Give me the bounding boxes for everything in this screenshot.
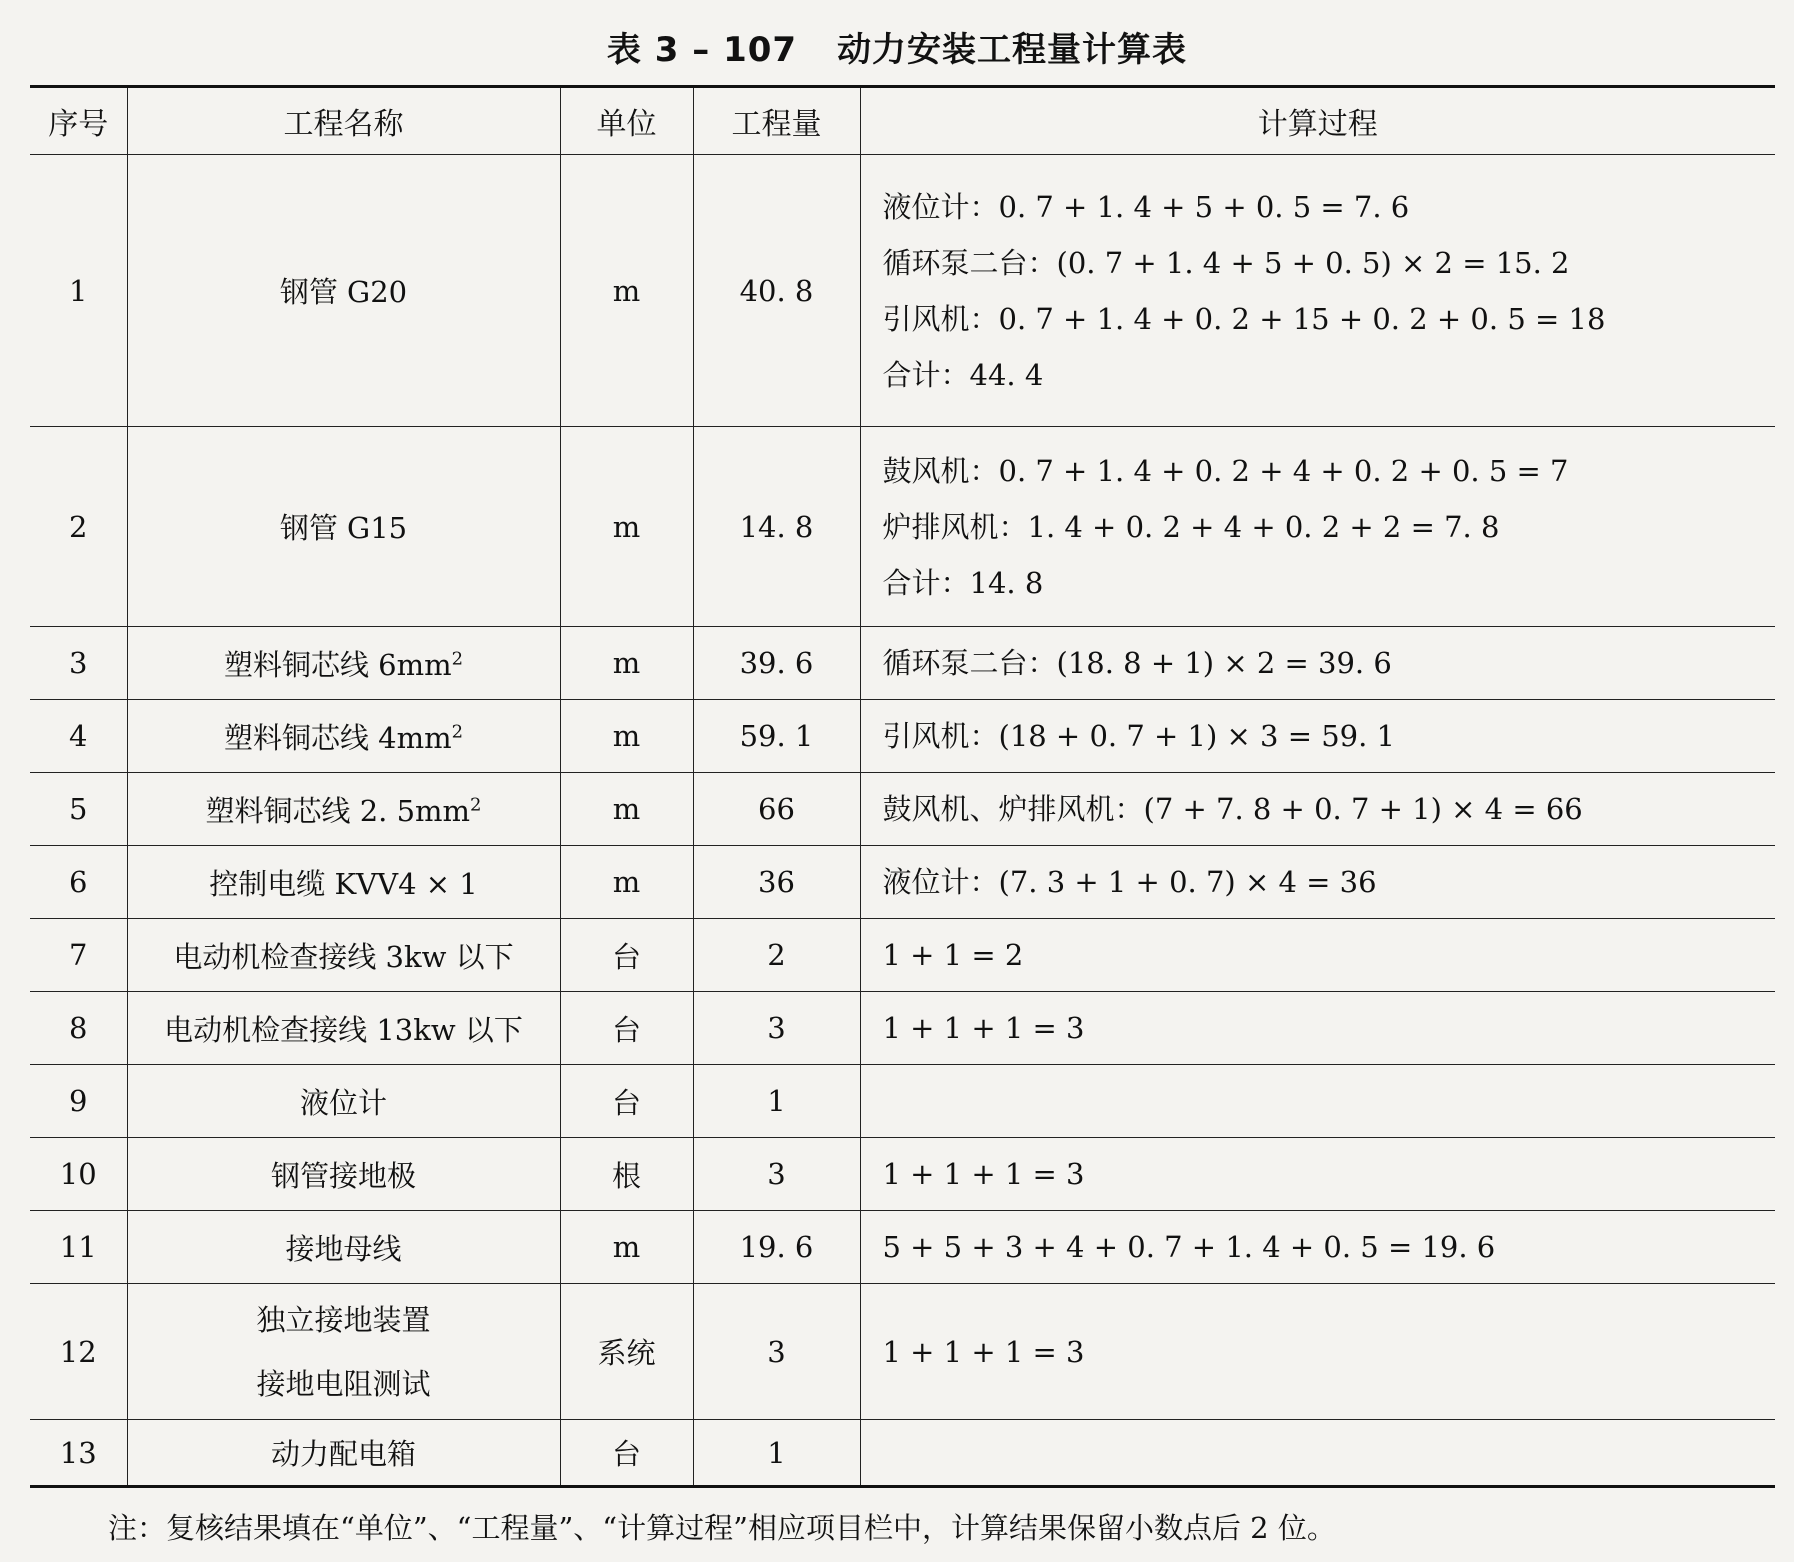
superscript: 2 <box>451 647 464 669</box>
cell-name: 接地母线 <box>127 1211 560 1284</box>
cell-name: 控制电缆 KVV4 × 1 <box>127 846 560 919</box>
cell-index: 8 <box>30 992 127 1065</box>
cell-unit: 台 <box>560 919 693 992</box>
cell-index: 6 <box>30 846 127 919</box>
cell-quantity: 39. 6 <box>693 627 860 700</box>
calc-line: 1 + 1 + 1 = 3 <box>882 1334 1085 1369</box>
cell-name: 电动机检查接线 13kw 以下 <box>127 992 560 1065</box>
cell-unit: m <box>560 627 693 700</box>
cell-unit: m <box>560 427 693 627</box>
cell-index: 10 <box>30 1138 127 1211</box>
cell-quantity: 40. 8 <box>693 155 860 427</box>
cell-calculation <box>860 627 1775 700</box>
name-text: 塑料铜芯线 6mm <box>223 647 452 682</box>
calc-line: 合计：44. 4 <box>882 357 1044 392</box>
calc-line: 5 + 5 + 3 + 4 + 0. 7 + 1. 4 + 0. 5 = 19. 6 <box>882 1230 1496 1264</box>
cell-unit: m <box>560 1211 693 1284</box>
table-row <box>30 627 1775 700</box>
cell-quantity: 59. 1 <box>693 700 860 773</box>
table-row <box>30 919 1775 992</box>
cell-unit: m <box>560 155 693 427</box>
header-unit: 单位 <box>560 87 693 155</box>
cell-index: 12 <box>30 1284 127 1420</box>
calc-line: 炉排风机：1. 4 + 0. 2 + 4 + 0. 2 + 2 = 7. 8 <box>882 509 1500 544</box>
cell-calculation <box>860 1211 1775 1284</box>
calc-line: 引风机：0. 7 + 1. 4 + 0. 2 + 15 + 0. 2 + 0. 5 = 18 <box>882 301 1606 336</box>
calc-line: 液位计：(7. 3 + 1 + 0. 7) × 4 = 36 <box>882 865 1377 899</box>
cell-name: 动力配电箱 <box>127 1420 560 1487</box>
cell-name: 液位计 <box>127 1065 560 1138</box>
calc-line: 液位计：0. 7 + 1. 4 + 5 + 0. 5 = 7. 6 <box>882 189 1410 224</box>
cell-quantity: 1 <box>693 1420 860 1487</box>
cell-calculation <box>860 1420 1775 1487</box>
table-row <box>30 1420 1775 1487</box>
name-text: 塑料铜芯线 4mm <box>223 720 452 755</box>
cell-name: 电动机检查接线 3kw 以下 <box>127 919 560 992</box>
cell-quantity: 3 <box>693 992 860 1065</box>
cell-index: 11 <box>30 1211 127 1284</box>
cell-index: 4 <box>30 700 127 773</box>
cell-quantity: 19. 6 <box>693 1211 860 1284</box>
table-row <box>30 1211 1775 1284</box>
cell-quantity: 14. 8 <box>693 427 860 627</box>
name-line: 独立接地装置 <box>256 1302 431 1337</box>
table-row <box>30 846 1775 919</box>
cell-unit: 台 <box>560 992 693 1065</box>
table-row <box>30 1138 1775 1211</box>
cell-quantity: 3 <box>693 1138 860 1211</box>
calc-line: 循环泵二台：(0. 7 + 1. 4 + 5 + 0. 5) × 2 = 15. 2 <box>882 245 1570 280</box>
cell-unit: 台 <box>560 1420 693 1487</box>
table-number: 表 3 – 107 <box>606 30 798 70</box>
cell-name: 钢管 G20 <box>127 155 560 427</box>
calc-line: 1 + 1 = 2 <box>882 938 1024 972</box>
cell-unit: 根 <box>560 1138 693 1211</box>
cell-calculation <box>860 1065 1775 1138</box>
cell-quantity: 66 <box>693 773 860 846</box>
cell-unit: 台 <box>560 1065 693 1138</box>
header-quantity: 工程量 <box>693 87 860 155</box>
cell-index: 9 <box>30 1065 127 1138</box>
table-row <box>30 1065 1775 1138</box>
header-calculation: 计算过程 <box>860 87 1775 155</box>
cell-calculation <box>860 700 1775 773</box>
name-text: 塑料铜芯线 2. 5mm <box>205 793 471 828</box>
table-container <box>30 85 1775 1488</box>
table-row <box>30 773 1775 846</box>
header-index: 序号 <box>30 87 127 155</box>
cell-calculation <box>860 155 1775 427</box>
cell-calculation <box>860 427 1775 627</box>
table-row <box>30 427 1775 627</box>
cell-index: 1 <box>30 155 127 427</box>
cell-quantity: 36 <box>693 846 860 919</box>
cell-unit: m <box>560 846 693 919</box>
cell-index: 3 <box>30 627 127 700</box>
cell-unit: 系统 <box>560 1284 693 1420</box>
calc-line: 鼓风机：0. 7 + 1. 4 + 0. 2 + 4 + 0. 2 + 0. 5 = 7 <box>882 453 1569 488</box>
cell-quantity: 3 <box>693 1284 860 1420</box>
calc-line: 循环泵二台：(18. 8 + 1) × 2 = 39. 6 <box>882 646 1392 680</box>
cell-name: 钢管接地极 <box>127 1138 560 1211</box>
table-caption <box>0 22 1794 71</box>
table-title: 动力安装工程量计算表 <box>837 30 1188 70</box>
cell-index: 5 <box>30 773 127 846</box>
cell-unit: m <box>560 773 693 846</box>
cell-calculation <box>860 773 1775 846</box>
cell-index: 2 <box>30 427 127 627</box>
cell-unit: m <box>560 700 693 773</box>
table-header-row <box>30 87 1775 155</box>
cell-name: 钢管 G15 <box>127 427 560 627</box>
calc-line: 合计：14. 8 <box>882 565 1044 600</box>
name-line: 接地电阻测试 <box>256 1366 431 1401</box>
calc-line: 1 + 1 + 1 = 3 <box>882 1011 1085 1045</box>
cell-name <box>127 1284 560 1420</box>
cell-calculation <box>860 846 1775 919</box>
cell-index: 13 <box>30 1420 127 1487</box>
calc-line: 1 + 1 + 1 = 3 <box>882 1157 1085 1191</box>
cell-calculation <box>860 992 1775 1065</box>
cell-calculation <box>860 1138 1775 1211</box>
calculation-table <box>30 85 1775 1488</box>
cell-name <box>127 773 560 846</box>
superscript: 2 <box>470 793 482 815</box>
cell-name <box>127 700 560 773</box>
table-row <box>30 992 1775 1065</box>
table-note: 注：复核结果填在“单位”、“工程量”、“计算过程”相应项目栏中，计算结果保留小数点后 2 位。 <box>108 1511 1336 1545</box>
cell-calculation <box>860 1284 1775 1420</box>
table-row <box>30 700 1775 773</box>
calc-line: 引风机：(18 + 0. 7 + 1) × 3 = 59. 1 <box>882 719 1395 753</box>
cell-name <box>127 627 560 700</box>
cell-quantity: 1 <box>693 1065 860 1138</box>
table-row <box>30 1284 1775 1420</box>
calc-line: 鼓风机、炉排风机：(7 + 7. 8 + 0. 7 + 1) × 4 = 66 <box>882 792 1583 826</box>
cell-index: 7 <box>30 919 127 992</box>
cell-quantity: 2 <box>693 919 860 992</box>
cell-calculation <box>860 919 1775 992</box>
header-name: 工程名称 <box>127 87 560 155</box>
superscript: 2 <box>451 720 464 742</box>
table-row <box>30 155 1775 427</box>
